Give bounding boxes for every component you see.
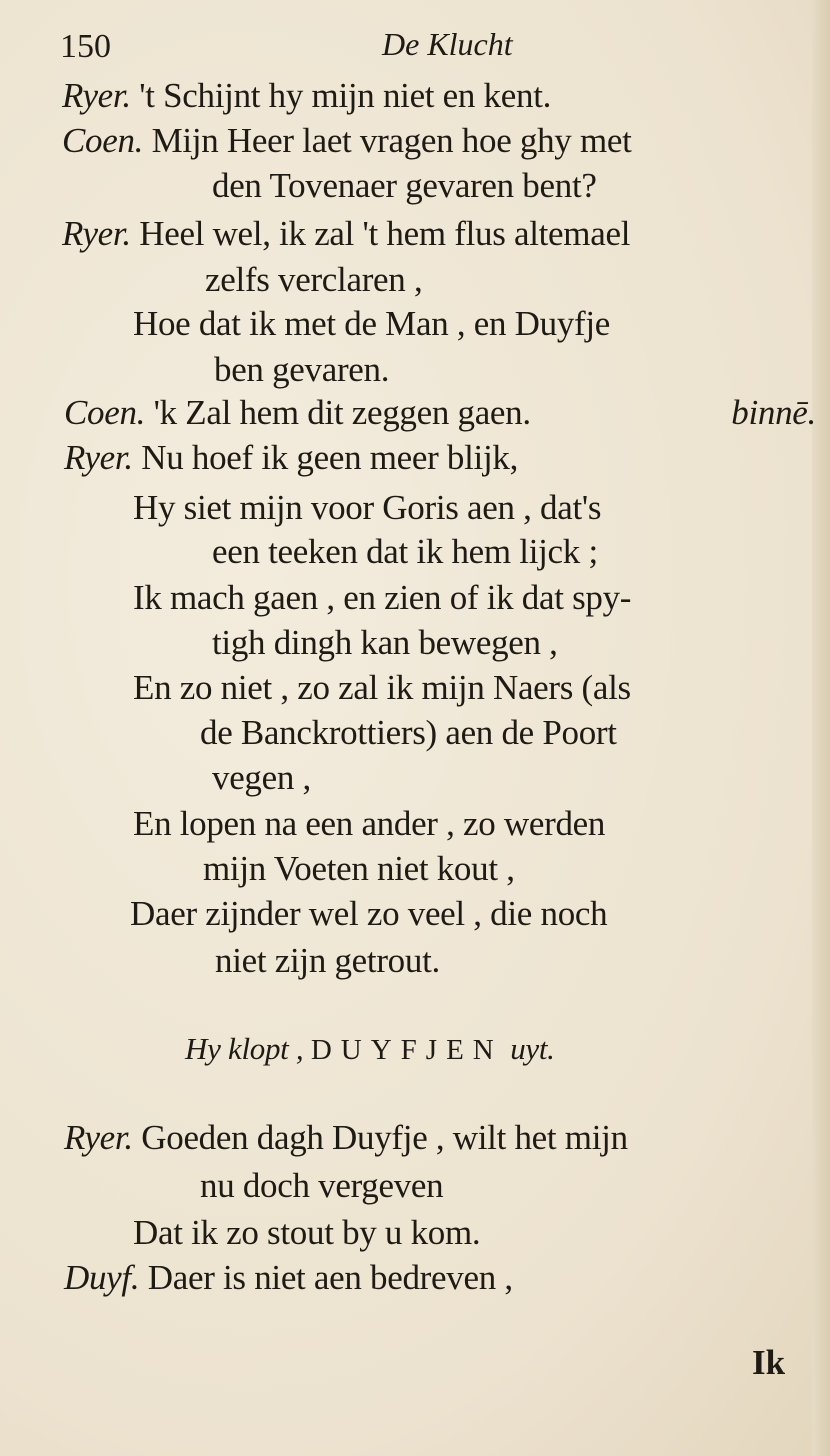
- speaker: Ryer.: [62, 76, 131, 115]
- verse-line: Daer zijnder wel zo veel , die noch: [130, 894, 608, 933]
- direction-text: uyt.: [510, 1031, 555, 1066]
- verse-text: Nu hoef ik geen meer blijk,: [141, 438, 519, 477]
- verse-line: [62, 123, 632, 158]
- character-name: DUYFJEN: [310, 1034, 503, 1066]
- verse-line: [62, 216, 630, 251]
- page-number: 150: [60, 28, 111, 65]
- speaker: Coen.: [64, 393, 146, 432]
- speaker: Duyf.: [64, 1258, 140, 1297]
- verse-text: Daer is niet aen bedreven ,: [147, 1258, 513, 1297]
- verse-line: zelfs verclaren ,: [205, 260, 423, 299]
- speaker: Ryer.: [62, 214, 131, 253]
- verse-text: 'k Zal hem dit zeggen gaen.: [153, 393, 531, 432]
- speaker: Coen.: [62, 121, 144, 160]
- verse-line: Ik mach gaen , en zien of ik dat spy-: [133, 578, 632, 617]
- verse-line: nu doch vergeven: [200, 1166, 444, 1205]
- verse-line: [64, 1120, 628, 1155]
- verse-line: een teeken dat ik hem lijck ;: [212, 532, 598, 571]
- verse-line: mijn Voeten niet kout ,: [203, 849, 515, 888]
- verse-line: vegen ,: [212, 758, 311, 797]
- verse-line: de Banckrottiers) aen de Poort: [200, 713, 617, 752]
- verse-text: Mijn Heer laet vragen hoe ghy met: [151, 121, 632, 160]
- verse-text: Goeden dagh Duyfje , wilt het mijn: [141, 1118, 628, 1157]
- verse-line: [64, 1260, 513, 1295]
- verse-line: En lopen na een ander , zo werden: [133, 804, 606, 843]
- verse-text: 't Schijnt hy mijn niet en kent.: [139, 76, 552, 115]
- speaker: Ryer.: [64, 438, 133, 477]
- verse-line: En zo niet , zo zal ik mijn Naers (als: [133, 668, 631, 707]
- page-edge: [812, 0, 830, 1456]
- verse-line: Dat ik zo stout by u kom.: [133, 1213, 481, 1252]
- running-title: De Klucht: [382, 26, 513, 62]
- verse-line: niet zijn getrout.: [215, 941, 440, 980]
- stage-direction: [185, 1033, 555, 1065]
- verse-line: den Tovenaer gevaren bent?: [212, 166, 597, 205]
- stage-direction: binnē.: [731, 393, 816, 432]
- verse-line: Hoe dat ik met de Man , en Duyfje: [133, 304, 611, 343]
- verse-text: Heel wel, ik zal 't hem flus altemael: [139, 214, 631, 253]
- speaker: Ryer.: [64, 1118, 133, 1157]
- verse-line: Hy siet mijn voor Goris aen , dat's: [133, 488, 602, 527]
- direction-text: Hy klopt ,: [185, 1031, 304, 1066]
- verse-line: [64, 395, 824, 430]
- verse-line: [64, 440, 518, 475]
- verse-line: ben gevaren.: [214, 350, 390, 389]
- verse-line: [62, 78, 551, 113]
- verse-line: tigh dingh kan bewegen ,: [212, 623, 558, 662]
- catchword: Ik: [752, 1343, 786, 1382]
